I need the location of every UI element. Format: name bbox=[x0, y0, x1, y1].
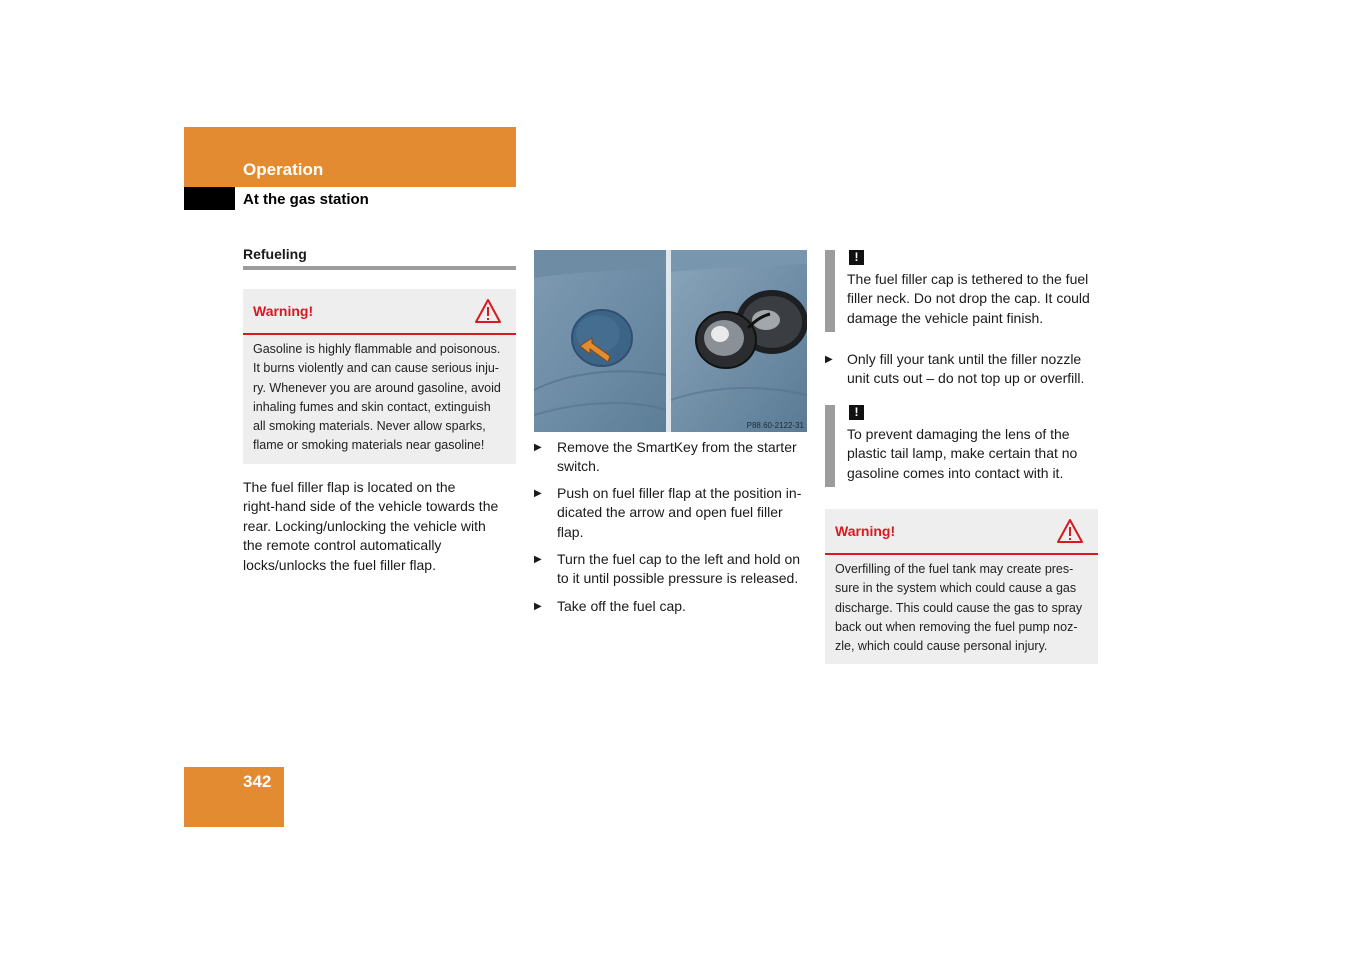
step-line: flap. bbox=[557, 523, 584, 540]
warning-line: all smoking materials. Never allow sparks, bbox=[253, 419, 486, 434]
warning-line: ry. Whenever you are around gasoline, avoid bbox=[253, 380, 501, 395]
note-line: The fuel filler cap is tethered to the fuel bbox=[847, 271, 1089, 287]
step-bullet-icon: ▶ bbox=[825, 354, 833, 365]
note-text bbox=[847, 425, 1105, 483]
step-line: Turn the fuel cap to the left and hold on bbox=[557, 551, 801, 567]
note-line: To prevent damaging the lens of the bbox=[847, 426, 1070, 442]
warning-text bbox=[243, 335, 516, 464]
step-bullet-icon: ▶ bbox=[534, 442, 542, 453]
gasoline-warning-box bbox=[243, 289, 516, 464]
fuel-flap-paragraph bbox=[243, 478, 518, 575]
step-bullet-icon: ▶ bbox=[534, 601, 542, 612]
paragraph-line: right-hand side of the vehicle towards the bbox=[243, 498, 499, 515]
refueling-heading: Refueling bbox=[243, 246, 307, 262]
paragraph-line: locks/unlocks the fuel filler flap. bbox=[243, 556, 436, 573]
paragraph-line: rear. Locking/unlocking the vehicle with bbox=[243, 517, 486, 534]
warning-line: back out when removing the fuel pump noz- bbox=[835, 619, 1078, 634]
step-line: Take off the fuel cap. bbox=[557, 598, 686, 614]
step-line: unit cuts out – do not top up or overfill. bbox=[847, 370, 1085, 387]
warning-title: Warning! bbox=[253, 303, 314, 319]
note-tail-lamp bbox=[825, 405, 1105, 487]
warning-text bbox=[825, 555, 1098, 664]
step-line: to it until possible pressure is released. bbox=[557, 570, 799, 587]
paragraph-line: The fuel filler flap is located on the bbox=[243, 479, 456, 495]
warning-line: discharge. This could cause the gas to spray bbox=[835, 600, 1083, 615]
header-tab-marker bbox=[184, 187, 235, 210]
warning-line: flame or smoking materials near gasoline! bbox=[253, 438, 485, 453]
fuel-filler-flap-illustration bbox=[534, 250, 807, 432]
header-bar bbox=[184, 127, 516, 187]
step-line: switch. bbox=[557, 458, 600, 475]
step-line: Only fill your tank until the filler nozzle bbox=[847, 351, 1082, 367]
subsection-title: At the gas station bbox=[243, 191, 369, 208]
note-text bbox=[847, 270, 1105, 328]
step-turn-cap bbox=[534, 550, 814, 589]
warning-line: inhaling fumes and skin contact, extinguish bbox=[253, 399, 491, 414]
warning-line: Gasoline is highly flammable and poisonous. bbox=[253, 342, 501, 356]
warning-line: Overfilling of the fuel tank may create pres- bbox=[835, 562, 1074, 576]
warning-triangle-icon bbox=[1056, 518, 1084, 544]
step-bullet-icon: ▶ bbox=[534, 554, 542, 565]
step-line: Push on fuel filler flap at the position in- bbox=[557, 485, 802, 501]
step-push-flap bbox=[534, 484, 814, 542]
note-line: filler neck. Do not drop the cap. It could bbox=[847, 290, 1090, 307]
warning-header bbox=[825, 509, 1098, 555]
warning-line: It burns violently and can cause serious inju- bbox=[253, 361, 499, 376]
warning-header bbox=[243, 289, 516, 335]
step-take-off-cap bbox=[534, 597, 814, 616]
illustration-code: P88.60-2122-31 bbox=[746, 421, 804, 430]
step-line: dicated the arrow and open fuel filler bbox=[557, 504, 783, 521]
overfilling-warning-box bbox=[825, 509, 1098, 664]
warning-title: Warning! bbox=[835, 523, 896, 539]
page-number: 342 bbox=[243, 772, 272, 791]
warning-line: sure in the system which could cause a gas bbox=[835, 581, 1077, 596]
step-line: Remove the SmartKey from the starter bbox=[557, 439, 797, 455]
note-tethered-cap bbox=[825, 250, 1105, 332]
exclamation-icon: ! bbox=[849, 405, 864, 420]
step-bullet-icon: ▶ bbox=[534, 488, 542, 499]
note-line: damage the vehicle paint finish. bbox=[847, 309, 1044, 326]
step-only-fill bbox=[825, 350, 1110, 389]
paragraph-line: the remote control automatically bbox=[243, 537, 442, 554]
warning-line: zle, which could cause personal injury. bbox=[835, 639, 1048, 654]
note-bar bbox=[825, 405, 835, 487]
step-remove-smartkey bbox=[534, 438, 814, 477]
heading-rule bbox=[243, 266, 516, 270]
note-bar bbox=[825, 250, 835, 332]
note-line: gasoline comes into contact with it. bbox=[847, 464, 1064, 481]
exclamation-icon: ! bbox=[849, 250, 864, 265]
section-title: Operation bbox=[243, 160, 324, 179]
warning-triangle-icon bbox=[474, 298, 502, 324]
note-line: plastic tail lamp, make certain that no bbox=[847, 445, 1078, 462]
